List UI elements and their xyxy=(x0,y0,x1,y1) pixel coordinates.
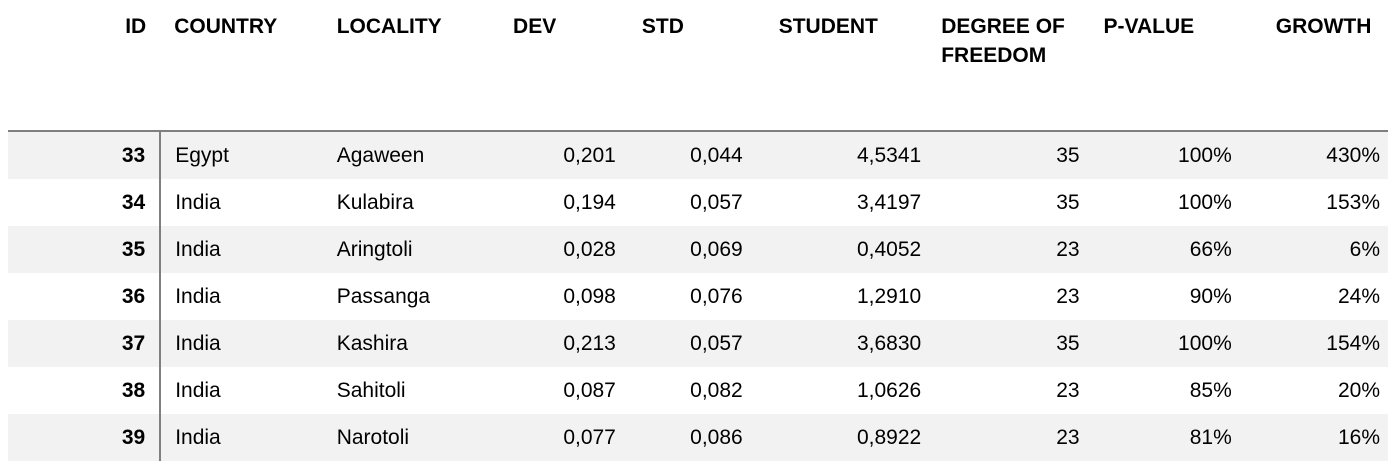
cell-id: 35 xyxy=(8,226,160,273)
cell-student: 0,4052 xyxy=(749,226,922,273)
cell-student: 3,4197 xyxy=(856,190,922,214)
cell-locality: Kulabira xyxy=(336,190,414,214)
cell-std: 0,057 xyxy=(622,320,749,367)
cell-p-value: 81% xyxy=(1084,414,1236,461)
header-country: COUNTRY xyxy=(160,0,333,131)
cell-student: 3,6830 xyxy=(749,320,922,367)
cell-std: 0,044 xyxy=(622,131,749,179)
cell-country: India xyxy=(175,284,221,308)
cell-degree-of-freedom: 23 xyxy=(921,226,1083,273)
table-row xyxy=(8,179,1388,226)
header-p-value: P-VALUE xyxy=(1084,0,1236,131)
cell-id: 38 xyxy=(8,367,160,414)
cell-student: 4,5341 xyxy=(749,131,922,179)
header-row xyxy=(8,0,1388,131)
cell-country: India xyxy=(160,226,333,273)
cell-id: 33 xyxy=(8,131,160,179)
header-locality: LOCALITY xyxy=(333,0,495,131)
table-header xyxy=(8,0,1388,131)
cell-dev: 0,201 xyxy=(495,131,622,179)
cell-degree-of-freedom: 35 xyxy=(921,131,1083,179)
cell-country: India xyxy=(175,378,221,402)
cell-id: 39 xyxy=(8,414,160,461)
data-table xyxy=(8,0,1388,461)
cell-growth: 153% xyxy=(1326,190,1380,214)
cell-student: 1,0626 xyxy=(856,378,922,402)
header-dev: DEV xyxy=(495,0,622,131)
cell-locality: Narotoli xyxy=(333,414,495,461)
cell-student: 0,8922 xyxy=(749,414,922,461)
cell-country: Egypt xyxy=(160,131,333,179)
cell-p-value: 100% xyxy=(1084,131,1236,179)
cell-locality: Agaween xyxy=(333,131,495,179)
cell-locality: Aringtoli xyxy=(333,226,495,273)
cell-p-value: 100% xyxy=(1084,320,1236,367)
cell-id: 37 xyxy=(8,320,160,367)
table-row xyxy=(8,131,1388,179)
header-growth: GROWTH xyxy=(1236,0,1388,131)
cell-id: 36 xyxy=(8,273,160,320)
cell-p-value: 66% xyxy=(1084,226,1236,273)
cell-growth: 24% xyxy=(1337,284,1380,308)
cell-growth: 430% xyxy=(1236,131,1388,179)
header-student: STUDENT xyxy=(749,0,922,131)
cell-dev: 0,028 xyxy=(495,226,622,273)
cell-dev: 0,194 xyxy=(563,190,616,214)
cell-student: 1,2910 xyxy=(856,284,922,308)
header-std: STD xyxy=(622,0,749,131)
cell-locality: Passanga xyxy=(336,284,431,308)
cell-country: India xyxy=(160,414,333,461)
cell-std: 0,086 xyxy=(622,414,749,461)
cell-locality: Kashira xyxy=(333,320,495,367)
cell-dev: 0,213 xyxy=(495,320,622,367)
cell-country: India xyxy=(175,190,221,214)
cell-std: 0,057 xyxy=(690,190,743,214)
cell-growth: 16% xyxy=(1236,414,1388,461)
cell-std: 0,069 xyxy=(622,226,749,273)
header-degree-of-freedom-label: DEGREE OF FREEDOM xyxy=(941,15,1065,67)
cell-degree-of-freedom: 35 xyxy=(1056,190,1080,214)
cell-growth: 20% xyxy=(1337,378,1380,402)
cell-degree-of-freedom: 35 xyxy=(921,320,1083,367)
header-degree-of-freedom xyxy=(921,0,1083,131)
cell-std: 0,082 xyxy=(690,378,743,402)
header-id: ID xyxy=(8,0,160,131)
cell-degree-of-freedom: 23 xyxy=(921,414,1083,461)
cell-growth: 6% xyxy=(1236,226,1388,273)
cell-degree-of-freedom: 23 xyxy=(1056,284,1080,308)
cell-degree-of-freedom: 23 xyxy=(1056,378,1080,402)
cell-dev: 0,098 xyxy=(563,284,616,308)
cell-p-value: 100% xyxy=(1178,190,1232,214)
table-row xyxy=(8,273,1388,320)
cell-growth: 154% xyxy=(1236,320,1388,367)
cell-dev: 0,077 xyxy=(495,414,622,461)
table-row xyxy=(8,320,1388,367)
table-body xyxy=(8,131,1388,461)
table-row xyxy=(8,367,1388,414)
table-row xyxy=(8,414,1388,461)
cell-country: India xyxy=(160,320,333,367)
cell-locality: Sahitoli xyxy=(336,378,406,402)
cell-p-value: 85% xyxy=(1189,378,1232,402)
cell-id: 34 xyxy=(8,179,160,226)
table-row xyxy=(8,226,1388,273)
cell-p-value: 90% xyxy=(1189,284,1232,308)
cell-std: 0,076 xyxy=(690,284,743,308)
cell-dev: 0,087 xyxy=(563,378,616,402)
